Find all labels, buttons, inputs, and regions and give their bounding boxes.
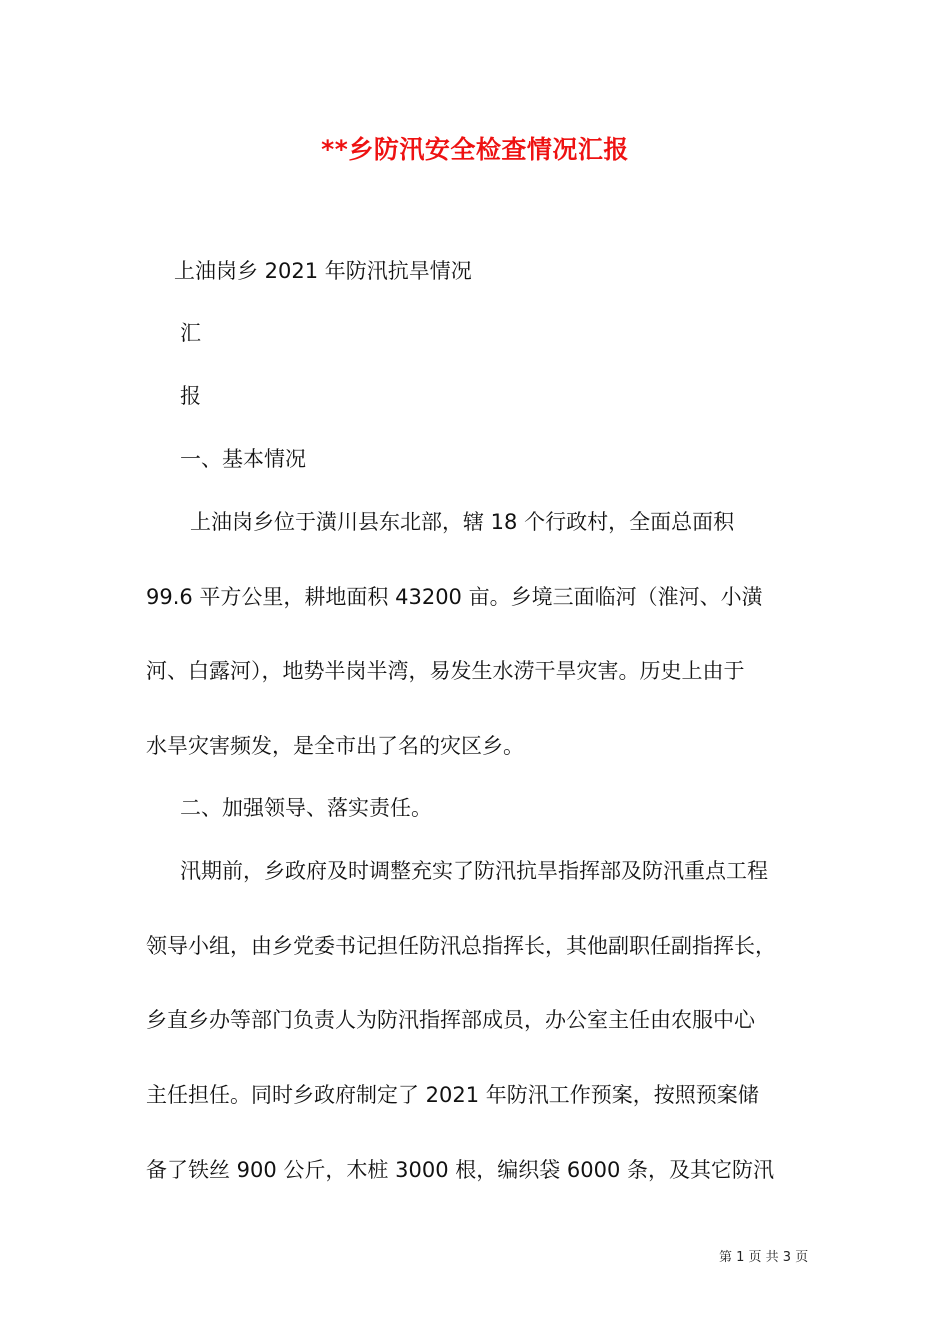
subtitle-char-hui: 汇 — [180, 321, 201, 345]
document-title: **乡防汛安全检查情况汇报 — [321, 135, 629, 164]
paragraph-line: 汛期前，乡政府及时调整充实了防汛抗旱指挥部及防汛重点工程 — [180, 859, 768, 883]
subtitle-line: 上油岗乡 2021 年防汛抗旱情况 — [174, 259, 472, 283]
section-heading-basic: 一、基本情况 — [180, 447, 306, 471]
section-heading-leadership: 二、加强领导、落实责任。 — [180, 796, 432, 820]
paragraph-line: 河、白露河），地势半岗半湾，易发生水涝干旱灾害。历史上由于 — [146, 659, 745, 683]
subtitle-char-bao: 报 — [180, 384, 201, 408]
paragraph-line: 主任担任。同时乡政府制定了 2021 年防汛工作预案，按照预案储 — [146, 1083, 759, 1107]
page-number-footer: 第 1 页 共 3 页 — [719, 1250, 809, 1265]
paragraph-line: 上油岗乡位于潢川县东北部，辖 18 个行政村，全面总面积 — [190, 510, 735, 534]
paragraph-line: 领导小组，由乡党委书记担任防汛总指挥长，其他副职任副指挥长， — [146, 934, 776, 958]
paragraph-line: 备了铁丝 900 公斤，木桩 3000 根，编织袋 6000 条，及其它防汛 — [146, 1158, 775, 1182]
paragraph-line: 水旱灾害频发，是全市出了名的灾区乡。 — [146, 734, 524, 758]
paragraph-line: 乡直乡办等部门负责人为防汛指挥部成员，办公室主任由农服中心 — [146, 1008, 755, 1032]
paragraph-line: 99.6 平方公里，耕地面积 43200 亩。乡境三面临河（淮河、小潢 — [146, 585, 763, 609]
